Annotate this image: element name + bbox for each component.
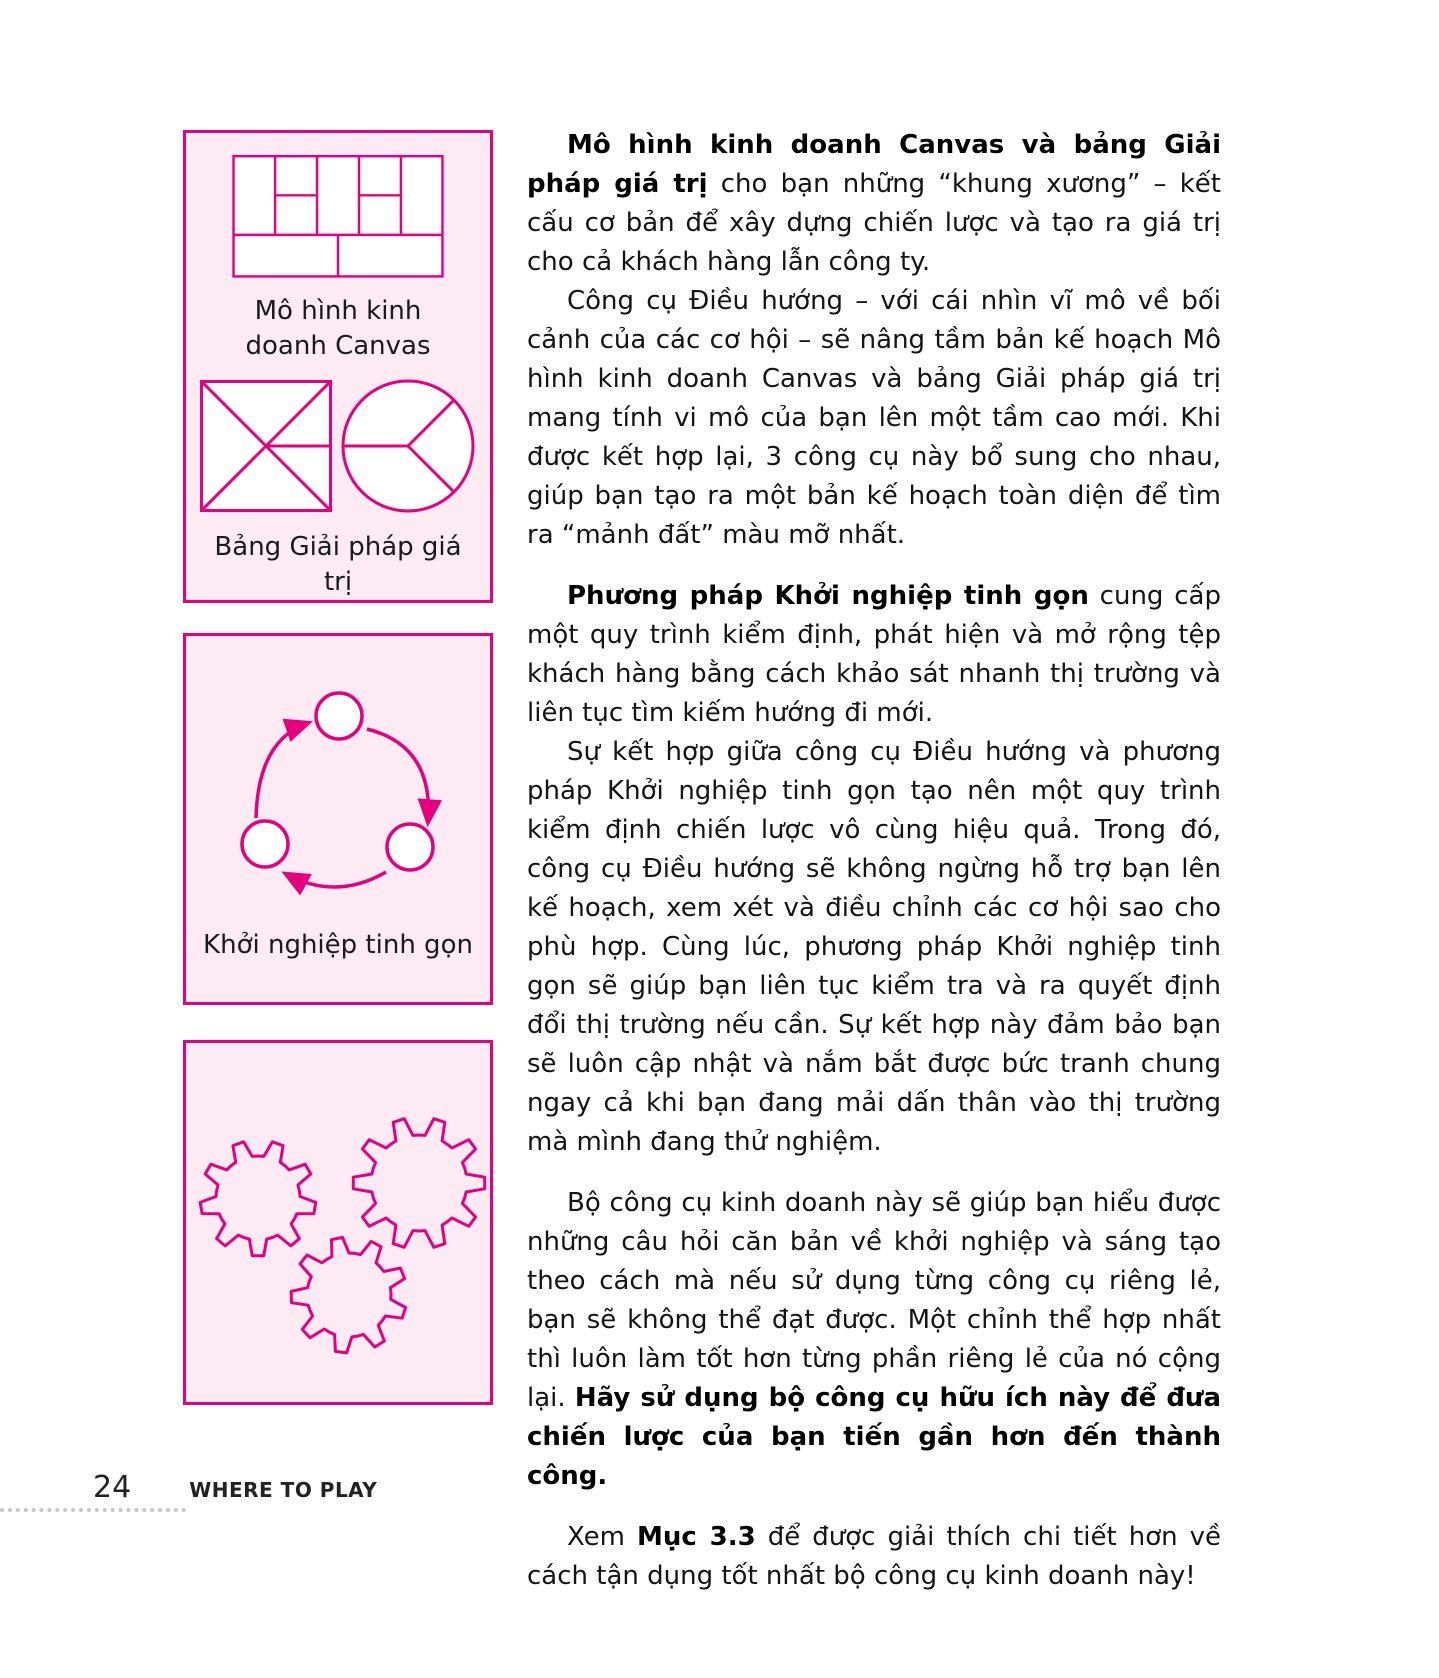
page-number: 24: [93, 1470, 132, 1505]
paragraph-1-text: cho bạn những “khung xương” – kết cấu cơ bản để xây dựng chiến lược và tạo ra giá trị cho cả khách hàng lẫn công ty.: [527, 169, 1221, 277]
value-map-square-icon: [200, 380, 332, 512]
paragraph-6: [527, 1518, 1221, 1596]
article-body: [527, 126, 1221, 1596]
paragraph-5-bold-tail: Hãy sử dụng bộ công cụ hữu ích này để đưa chiến lược của bạn tiến gần hơn đến thành công.: [527, 1383, 1221, 1491]
paragraph-3-text: cung cấp một quy trình kiểm định, phát hiện và mở rộng tệp khách hàng bằng cách khảo sát nhanh thị trường và liên tục tìm kiếm hướng đi mới.: [527, 581, 1221, 728]
paragraph-6-section-ref: Mục 3.3: [637, 1522, 756, 1552]
lean-startup-cycle-icon: [202, 684, 474, 902]
footer-dotted-rule: [0, 1508, 186, 1512]
paragraph-6-text: để được giải thích chi tiết hơn về cách tận dụng tốt nhất bộ công cụ kinh doanh này!: [527, 1522, 1221, 1591]
business-model-canvas-label: Mô hình kinh doanh Canvas: [245, 295, 431, 361]
book-title: WHERE TO PLAY: [189, 1478, 378, 1502]
paragraph-5: [527, 1184, 1221, 1496]
canvas-tools-box: [183, 130, 493, 603]
page-footer: [93, 1470, 377, 1505]
value-proposition-label: Bảng Giải pháp giá trị: [214, 531, 462, 597]
paragraph-4: [527, 733, 1221, 1162]
paragraph-3: [527, 577, 1221, 733]
lean-startup-label: Khởi nghiệp tinh gọn: [203, 930, 473, 960]
toolset-gears-box: [183, 1040, 493, 1405]
value-proposition-icons: [200, 378, 476, 514]
paragraph-2: [527, 282, 1221, 555]
paragraph-4-text: Sự kết hợp giữa công cụ Điều hướng và phương pháp Khởi nghiệp tinh gọn tạo nên một quy trình kiểm định chiến lược vô cùng hiệu quả. Trong đó, công cụ Điều hướng sẽ không ngừng hỗ trợ bạn lên kế hoạch, xem xét và điều chỉnh các cơ hội sao cho phù hợp. Cùng lúc, phương pháp Khởi nghiệp tinh gọn sẽ giúp bạn liên tục kiểm tra và ra quyết định đổi thị trường nếu cần. Sự kết hợp này đảm bảo bạn sẽ luôn cập nhật và nắm bắt được bức tranh chung ngay cả khi bạn đang mải dấn thân vào thị trường mà mình đang thử nghiệm.: [527, 737, 1221, 1157]
paragraph-6-pre: Xem: [567, 1522, 637, 1552]
business-model-canvas-icon: [207, 155, 469, 278]
lean-startup-box: [183, 633, 493, 1005]
paragraph-2-text: Công cụ Điều hướng – với cái nhìn vĩ mô về bối cảnh của các cơ hội – sẽ nâng tầm bản kế hoạch Mô hình kinh doanh Canvas và bảng Giải pháp giá trị mang tính vi mô của bạn lên một tầm cao mới. Khi được kết hợp lại, 3 công cụ này bổ sung cho nhau, giúp bạn tạo ra một bản kế hoạch toàn diện để tìm ra “mảnh đất” màu mỡ nhất.: [527, 286, 1221, 550]
paragraph-1: [527, 126, 1221, 282]
paragraph-3-lead: Phương pháp Khởi nghiệp tinh gọn: [567, 581, 1089, 611]
gears-icon: [186, 1043, 490, 1402]
customer-profile-circle-icon: [340, 378, 476, 514]
paragraph-5-text: Bộ công cụ kinh doanh này sẽ giúp bạn hiểu được những câu hỏi căn bản về khởi nghiệp và sáng tạo theo cách mà nếu sử dụng từng công cụ riêng lẻ, bạn sẽ không thể đạt được. Một chỉnh thể hợp nhất thì luôn làm tốt hơn từng phần riêng lẻ của nó cộng lại.: [527, 1188, 1221, 1413]
paragraph-1-lead: Mô hình kinh doanh Canvas và bảng Giải pháp giá trị: [527, 130, 1221, 199]
